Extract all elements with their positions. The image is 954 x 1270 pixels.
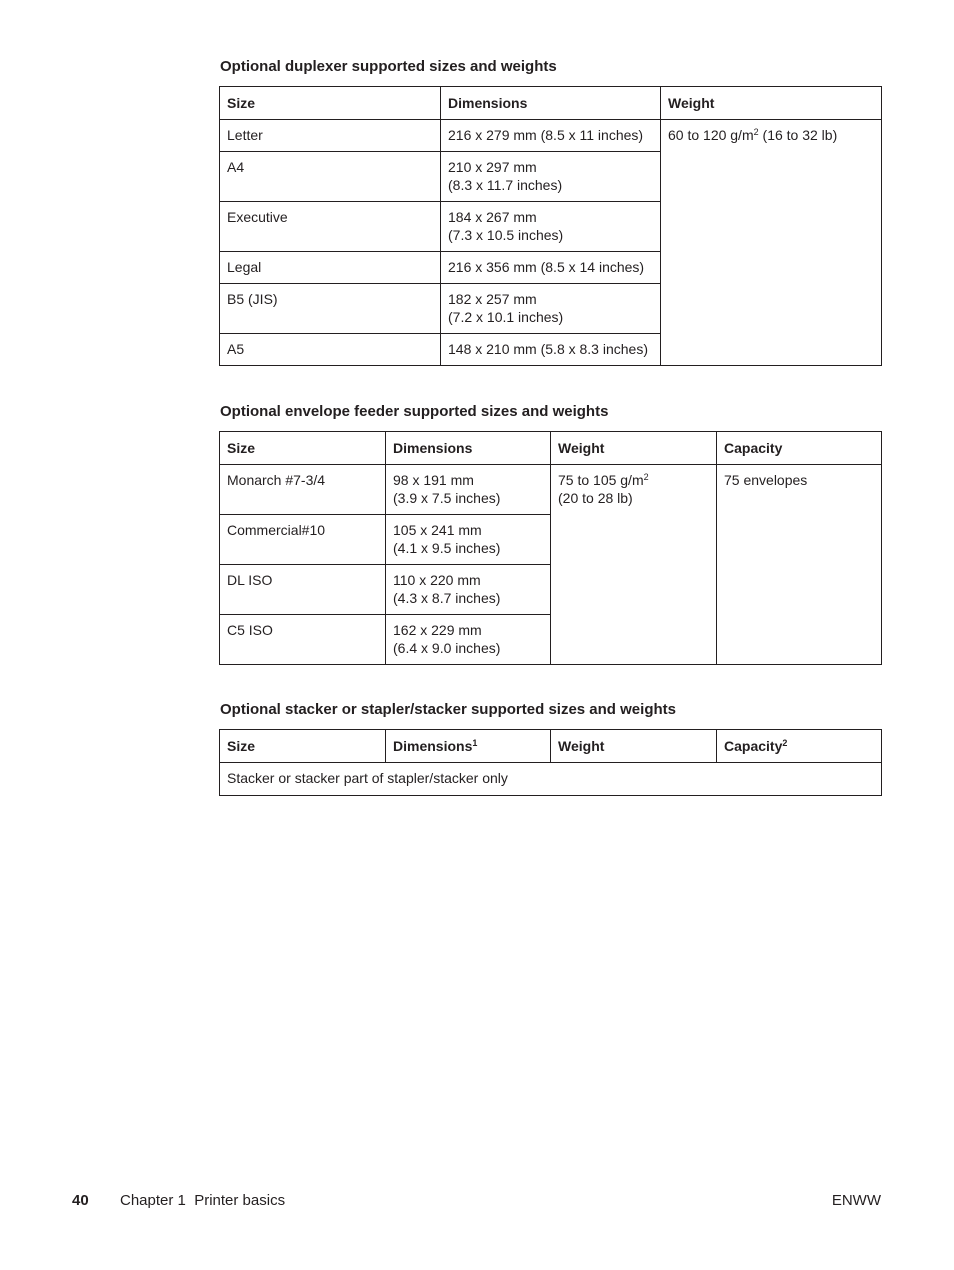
column-header-dimensions: Dimensions [386, 432, 551, 465]
weight-cell [661, 120, 882, 366]
dimensions-line: 110 x 220 mm [393, 572, 481, 588]
dimensions-line: (3.9 x 7.5 inches) [393, 490, 501, 506]
page-number: 40 [72, 1192, 89, 1209]
dimensions-cell [441, 334, 661, 366]
weight-value-lb: (16 to 32 lb) [758, 127, 838, 143]
table-row [220, 465, 882, 515]
stacker-table [219, 729, 882, 796]
dimensions-cell [386, 465, 551, 515]
dimensions-cell [386, 565, 551, 615]
dimensions-line: 148 x 210 mm (5.8 x 8.3 inches) [448, 341, 648, 357]
column-header-size: Size [220, 432, 386, 465]
weight-value: 75 to 105 g/m [558, 472, 644, 488]
size-cell: Monarch #7-3/4 [220, 465, 386, 515]
dimensions-line: 182 x 257 mm [448, 291, 537, 307]
dimensions-cell [441, 120, 661, 152]
weight-cell [551, 465, 717, 665]
size-cell: A5 [220, 334, 441, 366]
size-cell: B5 (JIS) [220, 284, 441, 334]
column-header-weight: Weight [661, 87, 882, 120]
table-header-row [220, 87, 882, 120]
superscript: 2 [643, 472, 649, 482]
column-header-dimensions [386, 730, 551, 763]
size-cell: DL ISO [220, 565, 386, 615]
dimensions-line: 210 x 297 mm [448, 159, 537, 175]
stacker-note-cell: Stacker or stacker part of stapler/stacker only [220, 763, 882, 796]
column-header-capacity [717, 730, 882, 763]
column-header-dimensions: Dimensions [441, 87, 661, 120]
dimensions-line: (6.4 x 9.0 inches) [393, 640, 501, 656]
column-header-weight: Weight [551, 432, 717, 465]
size-cell: Executive [220, 202, 441, 252]
dimensions-header-label: Dimensions [393, 738, 473, 754]
column-header-size: Size [220, 730, 386, 763]
footnote-marker: 2 [782, 738, 788, 748]
stacker-heading: Optional stacker or stapler/stacker supported sizes and weights [220, 701, 676, 718]
capacity-cell: 75 envelopes [717, 465, 882, 665]
dimensions-line: 216 x 356 mm (8.5 x 14 inches) [448, 259, 645, 275]
table-header-row [220, 432, 882, 465]
dimensions-cell [441, 284, 661, 334]
table-row [220, 120, 882, 152]
dimensions-cell [441, 202, 661, 252]
dimensions-line: (4.1 x 9.5 inches) [393, 540, 501, 556]
size-cell: Legal [220, 252, 441, 284]
envelope-table [219, 431, 882, 665]
dimensions-line: (7.2 x 10.1 inches) [448, 309, 564, 325]
dimensions-line: 184 x 267 mm [448, 209, 537, 225]
size-cell: C5 ISO [220, 615, 386, 665]
dimensions-line: (4.3 x 8.7 inches) [393, 590, 501, 606]
column-header-weight: Weight [551, 730, 717, 763]
dimensions-cell [386, 615, 551, 665]
weight-line: (20 to 28 lb) [558, 490, 633, 506]
table-row [220, 763, 882, 796]
size-cell: A4 [220, 152, 441, 202]
dimensions-line: (8.3 x 11.7 inches) [448, 177, 563, 193]
capacity-header-label: Capacity [724, 738, 783, 754]
superscript: 2 [753, 127, 759, 137]
dimensions-cell [441, 252, 661, 284]
size-cell: Commercial#10 [220, 515, 386, 565]
column-header-size: Size [220, 87, 441, 120]
envelope-heading: Optional envelope feeder supported sizes and weights [220, 403, 609, 420]
dimensions-line: (7.3 x 10.5 inches) [448, 227, 564, 243]
footer-label: ENWW [831, 1192, 881, 1209]
dimensions-line: 98 x 191 mm [393, 472, 474, 488]
table-header-row [220, 730, 882, 763]
duplexer-heading: Optional duplexer supported sizes and weights [220, 58, 557, 75]
chapter-title: Chapter 1 Printer basics [120, 1192, 286, 1209]
dimensions-line: 105 x 241 mm [393, 522, 482, 538]
duplexer-table [219, 86, 882, 366]
weight-line [558, 471, 709, 489]
size-cell: Letter [220, 120, 441, 152]
dimensions-line: 216 x 279 mm (8.5 x 11 inches) [448, 127, 644, 143]
dimensions-cell [441, 152, 661, 202]
footnote-marker: 1 [472, 738, 478, 748]
column-header-capacity: Capacity [717, 432, 882, 465]
dimensions-cell [386, 515, 551, 565]
weight-value: 60 to 120 g/m [668, 127, 754, 143]
dimensions-line: 162 x 229 mm [393, 622, 482, 638]
